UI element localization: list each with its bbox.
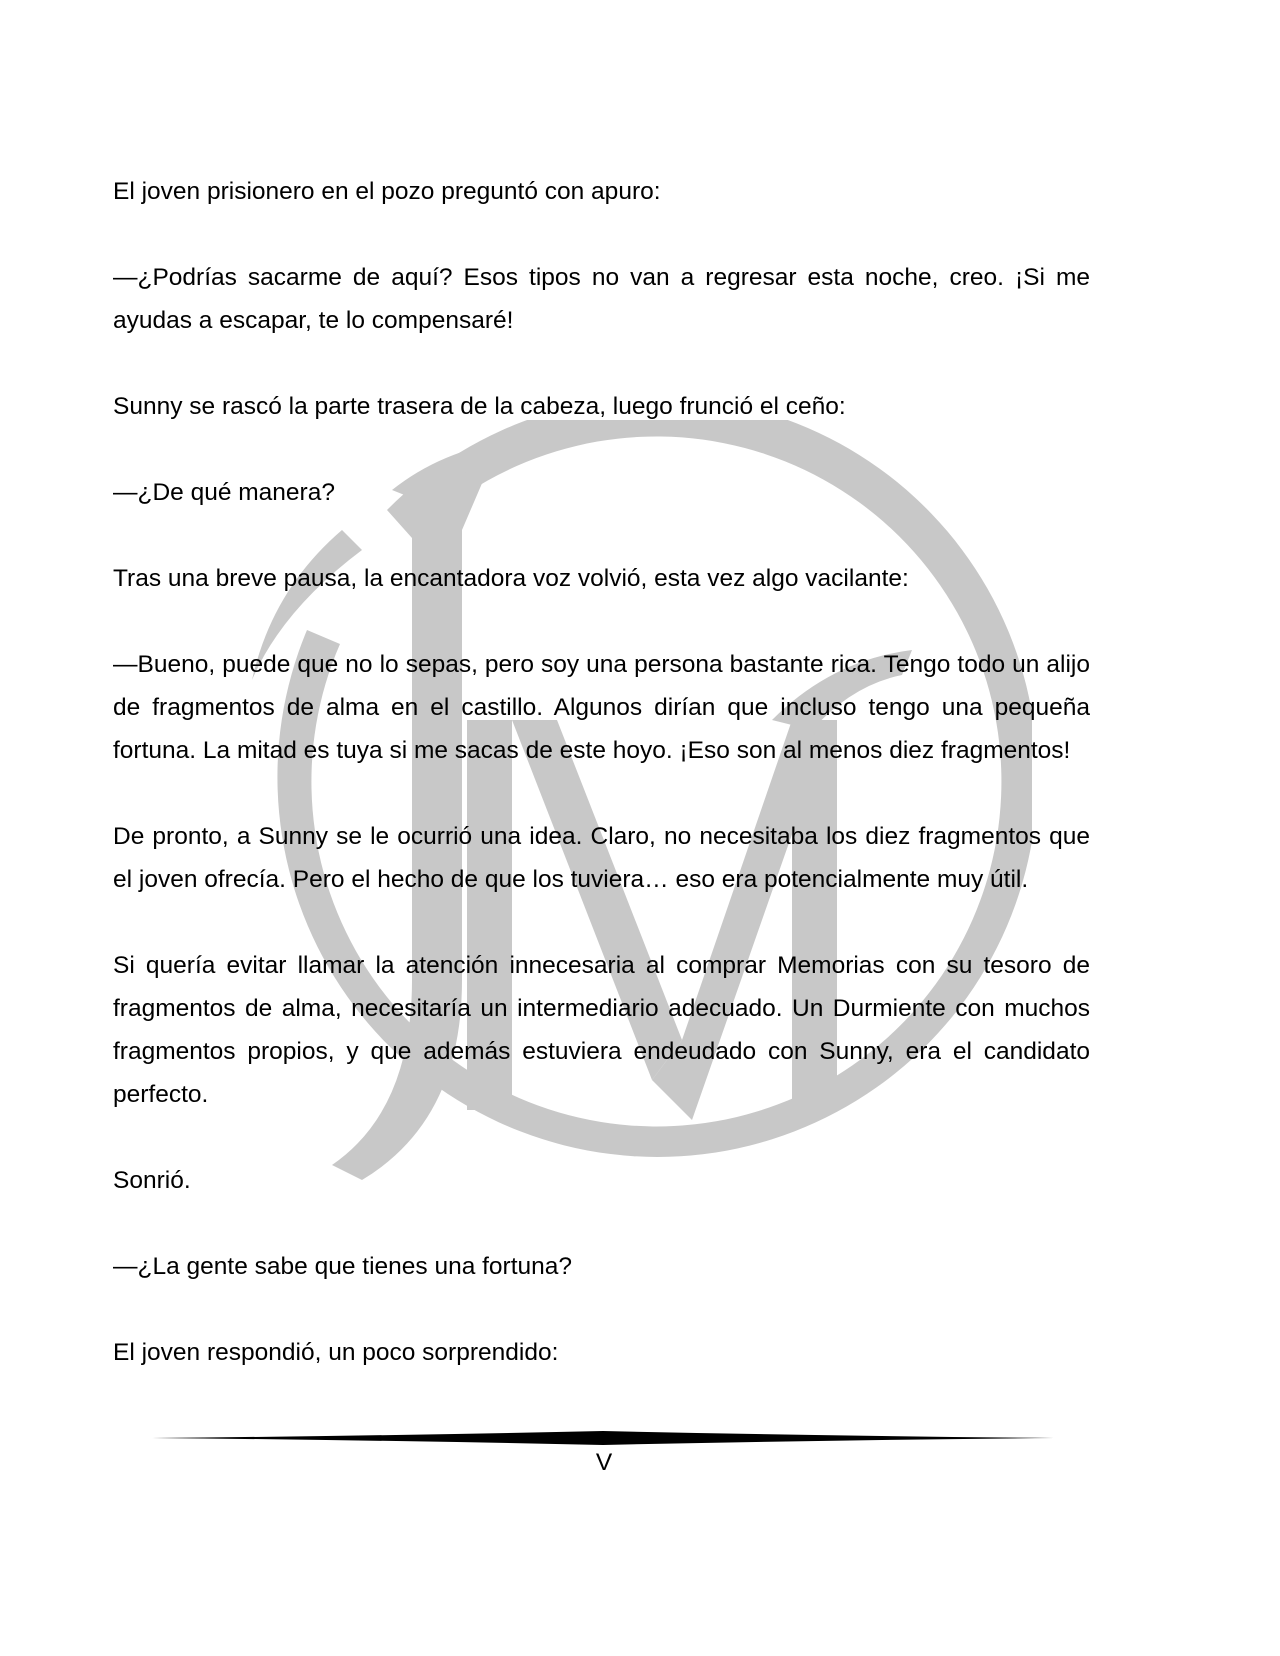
paragraph: —¿Podrías sacarme de aquí? Esos tipos no van a regresar esta noche, creo. ¡Si me ayudas a escapar, te lo compensaré! bbox=[113, 264, 1090, 334]
paragraph: —¿La gente sabe que tienes una fortuna? bbox=[113, 1253, 573, 1280]
paragraph: De pronto, a Sunny se le ocurrió una idea. Claro, no necesitaba los diez fragmentos que el joven ofrecía. Pero el hecho de que los tuviera… eso era potencialmente muy útil. bbox=[113, 823, 1090, 893]
paragraph: El joven prisionero en el pozo preguntó con apuro: bbox=[113, 178, 661, 205]
paragraph: Sonrió. bbox=[113, 1167, 191, 1194]
paragraph: —¿De qué manera? bbox=[113, 479, 335, 506]
paragraph: El joven respondió, un poco sorprendido: bbox=[113, 1339, 559, 1366]
paragraph: —Bueno, puede que no lo sepas, pero soy una persona bastante rica. Tengo todo un alijo de fragmentos de alma en el castillo. Algunos dirían que incluso tengo una pequeña fortuna. La mitad es tuya si me sacas de este hoyo. ¡Eso son al menos diez fragmentos! bbox=[113, 651, 1090, 764]
paragraph: Sunny se rascó la parte trasera de la cabeza, luego frunció el ceño: bbox=[113, 393, 846, 420]
paragraph: Si quería evitar llamar la atención innecesaria al comprar Memorias con su tesoro de fragmentos de alma, necesitaría un intermediario adecuado. Un Durmiente con muchos fragmentos propios, y que además estuviera endeudado con Sunny, era el candidato perfecto. bbox=[113, 952, 1090, 1108]
page-number: V bbox=[595, 1449, 613, 1476]
body-text bbox=[113, 170, 1090, 1417]
footer-divider bbox=[152, 1430, 1054, 1446]
paragraph: Tras una breve pausa, la encantadora voz volvió, esta vez algo vacilante: bbox=[113, 565, 909, 592]
